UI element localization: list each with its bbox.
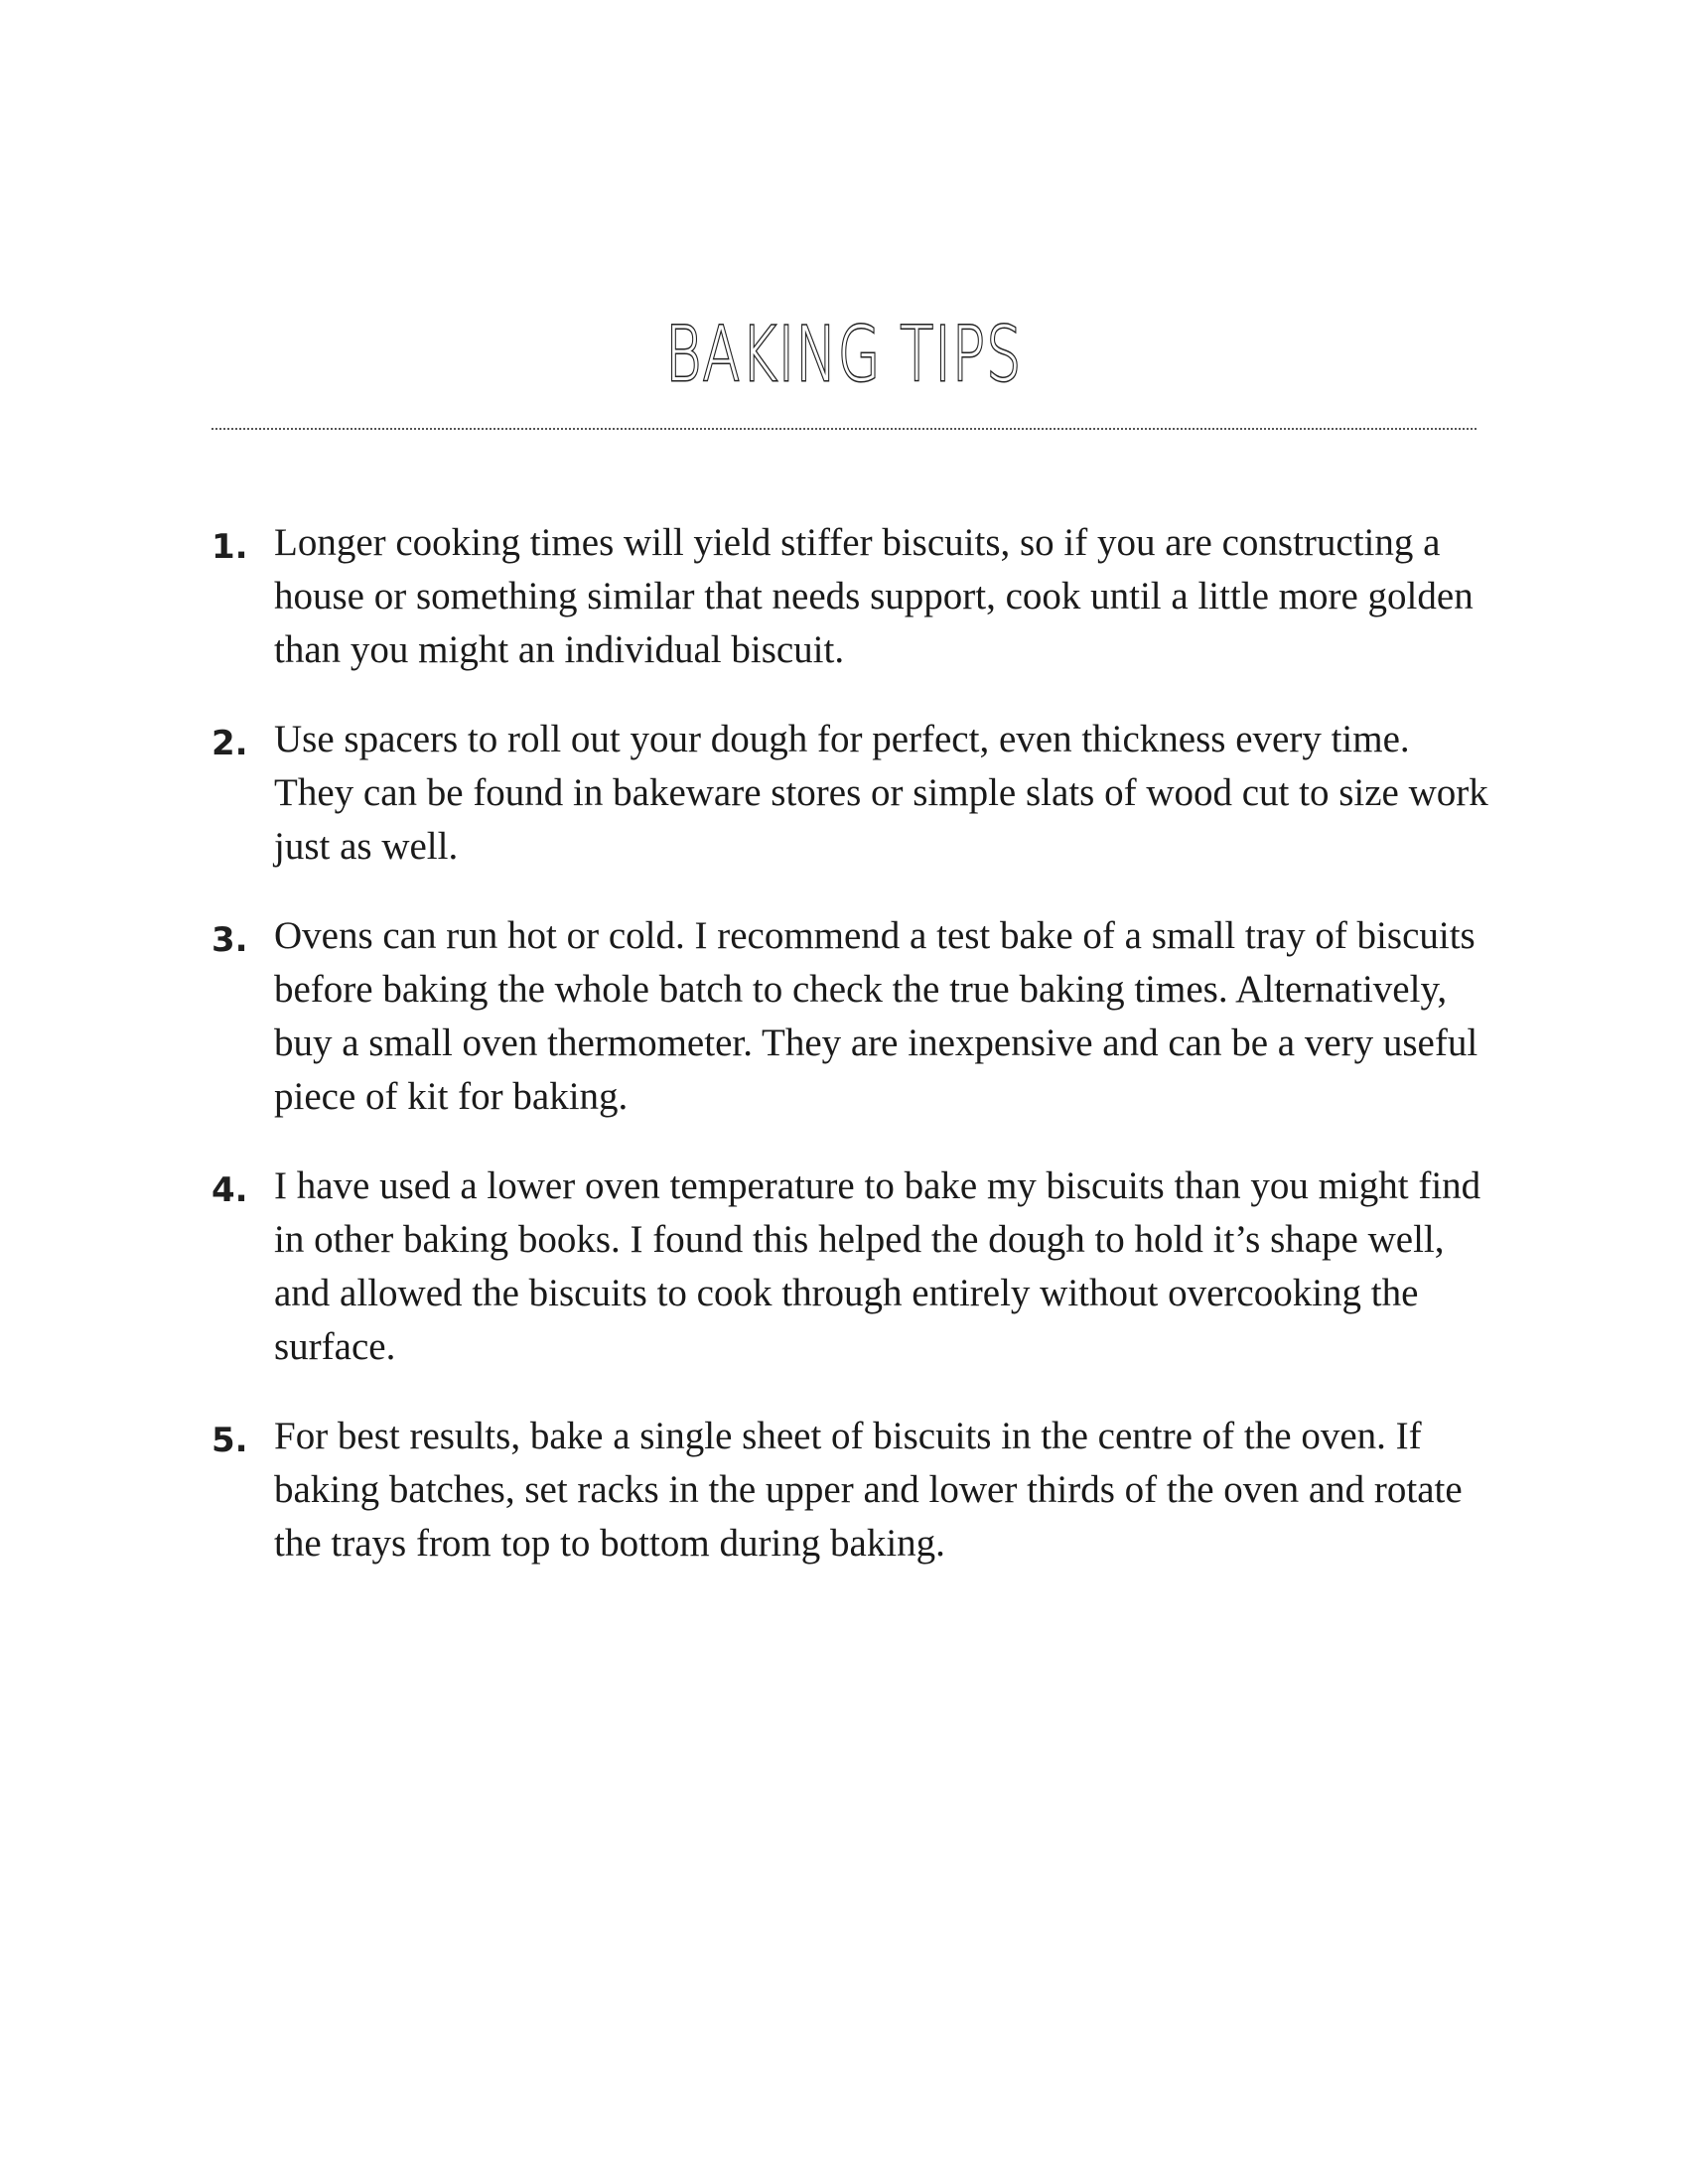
tip-number: 2. xyxy=(211,724,248,763)
tip-item xyxy=(211,516,1492,677)
tip-number: 3. xyxy=(211,920,248,960)
tip-number: 5. xyxy=(211,1421,248,1460)
tip-text: For best results, bake a single sheet of biscuits in the centre of the oven. If baking batches, set racks in the upper and lower thirds of the oven and rotate the trays from top to bottom during baking. xyxy=(274,1415,1463,1565)
tip-number: 4. xyxy=(211,1170,248,1210)
tip-text: Ovens can run hot or cold. I recommend a test bake of a small tray of biscuits before baking the whole batch to check the true baking times. Alternatively, buy a small oven thermometer. They are inexpensive and can be a very useful piece of kit for baking. xyxy=(274,914,1478,1118)
tip-item xyxy=(211,1160,1492,1374)
tips-list xyxy=(211,516,1492,1606)
tip-item xyxy=(211,909,1492,1124)
tip-item xyxy=(211,713,1492,874)
page-title: BAKING TIPS xyxy=(665,310,1023,398)
dotted-divider xyxy=(211,428,1477,430)
tip-text: Use spacers to roll out your dough for perfect, even thickness every time. They can be found in bakeware stores or simple slats of wood cut to size work just as well. xyxy=(274,718,1488,868)
tip-text: Longer cooking times will yield stiffer biscuits, so if you are constructing a house or something similar that needs support, cook until a little more golden than you might an individual biscuit. xyxy=(274,521,1474,671)
tip-number: 1. xyxy=(211,527,248,567)
tip-item xyxy=(211,1410,1492,1570)
tip-text: I have used a lower oven temperature to bake my biscuits than you might find in other baking books. I found this helped the dough to hold it’s shape well, and allowed the biscuits to cook through entirely without overcooking the surface. xyxy=(274,1164,1481,1368)
